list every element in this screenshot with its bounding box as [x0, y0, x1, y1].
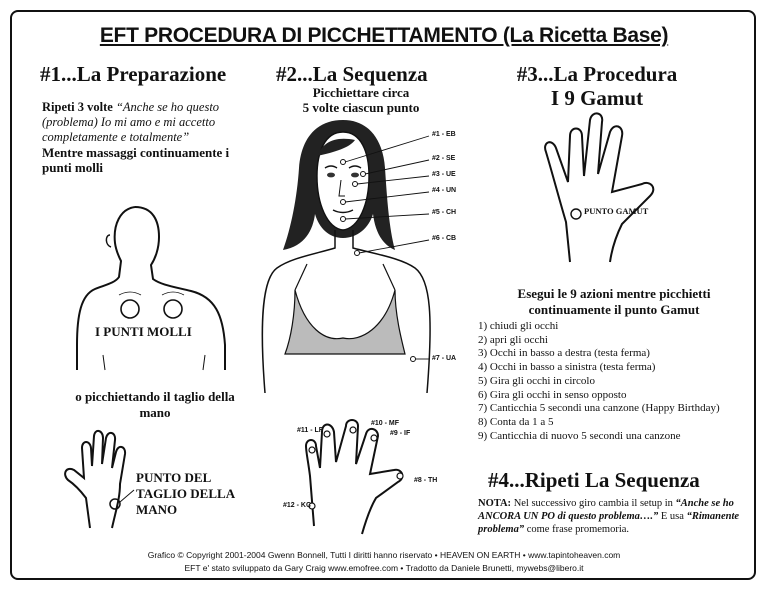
- point-th-label: #8 - TH: [414, 477, 438, 484]
- note-box: [478, 497, 740, 536]
- footer-copyright: Grafico © Copyright 2001-2004 Gwenn Bonnell, Tutti I diritti hanno riservato • HEAVEN ON EARTH • www.tapintoheaven.com: [147, 550, 621, 560]
- sore-spot-left: [121, 300, 139, 318]
- page-title: EFT PROCEDURA DI PICCHETTAMENTO (La Ricetta Base): [99, 24, 669, 47]
- heading-sequence: #2...La Sequenza: [276, 62, 428, 86]
- gamut-point-label: PUNTO GAMUT: [584, 206, 649, 216]
- point-lf-label: #11 - LF: [297, 427, 324, 434]
- footer-credits: EFT e' stato sviluppato da Gary Craig www.emofree.com • Tradotto da Daniele Brunetti, mywebs@libero.it: [184, 563, 584, 573]
- note-quote2: “Rimanente problema”: [478, 511, 740, 535]
- note-label: NOTA:: [478, 498, 512, 509]
- list-item: 6) Gira gli occhi in senso opposto: [478, 388, 627, 401]
- point-eb-label: #1 - EB: [432, 131, 456, 138]
- sore-spot-right: [164, 300, 182, 318]
- gamut-instruction: Esegui le 9 azioni mentre picchietti continuamente il punto Gamut: [517, 286, 711, 317]
- list-item: 8) Conta da 1 a 5: [478, 415, 554, 428]
- woman-illustration: [255, 118, 455, 393]
- list-item: 3) Occhi in basso a destra (testa ferma): [478, 347, 650, 360]
- gamut-hand-illustration: [530, 112, 670, 272]
- setup-text: [42, 100, 247, 175]
- sequence-sub1: Picchiettare circa: [312, 85, 410, 100]
- list-item: 7) Canticchia 5 secondi una canzone (Happy Birthday): [478, 402, 720, 415]
- heading-procedure: #3...La Procedura: [516, 62, 678, 86]
- point-un-label: #4 - UN: [432, 187, 457, 194]
- note-text2: E usa: [660, 511, 684, 522]
- gamut-point: [571, 209, 581, 219]
- sequence-sub2: 5 volte ciascun punto: [302, 100, 420, 115]
- note-text: Nel successivo giro cambia il setup in: [513, 498, 673, 509]
- point-se-label: #2 - SE: [432, 155, 456, 162]
- list-item: 1) chiudi gli occhi: [478, 320, 559, 332]
- point-ue-label: #3 - UE: [432, 171, 456, 178]
- karate-hand-illustration: [60, 428, 140, 538]
- point-kc-label: #12 - KC: [283, 502, 312, 509]
- list-item: 2) apri gli occhi: [478, 333, 548, 346]
- point-cb-label: #6 - CB: [432, 235, 457, 242]
- heading-gamut: I 9 Gamut: [550, 86, 644, 110]
- chest-illustration: [75, 205, 235, 375]
- rub-instruction: Mentre massaggi continuamente i punti molli: [42, 145, 230, 175]
- sore-spot-label: I PUNTI MOLLI: [95, 324, 192, 339]
- heading-repeat: #4...Ripeti La Sequenza: [488, 468, 700, 492]
- note-quote: “Anche se ho ANCORA UN PO di questo problema….”: [478, 498, 734, 522]
- setup-repeat: Ripeti 3 volte: [42, 100, 113, 114]
- gamut-steps-list: [478, 320, 748, 443]
- list-item: 5) Gira gli occhi in circolo: [478, 374, 595, 387]
- list-item: 9) Canticchia di nuovo 5 secondi una canzone: [478, 429, 681, 442]
- point-ua-label: #7 - UA: [432, 355, 457, 362]
- karate-label: PUNTO DEL TAGLIO DELLA MANO: [136, 470, 235, 517]
- setup-phrase: “Anche se ho questo (problema) Io mi amo e mi accetto completamente e totalmente”: [42, 100, 220, 144]
- note-text3: come frase promemoria.: [526, 524, 630, 535]
- heading-preparation: #1...La Preparazione: [40, 62, 227, 86]
- list-item: 4) Occhi in basso a sinistra (testa ferma): [478, 361, 656, 374]
- point-ch-label: #5 - CH: [432, 209, 457, 216]
- point-if-label: #9 - IF: [390, 430, 411, 437]
- point-mf-label: #10 - MF: [371, 420, 400, 427]
- karate-instruction: o picchiettando il taglio della mano: [75, 389, 235, 420]
